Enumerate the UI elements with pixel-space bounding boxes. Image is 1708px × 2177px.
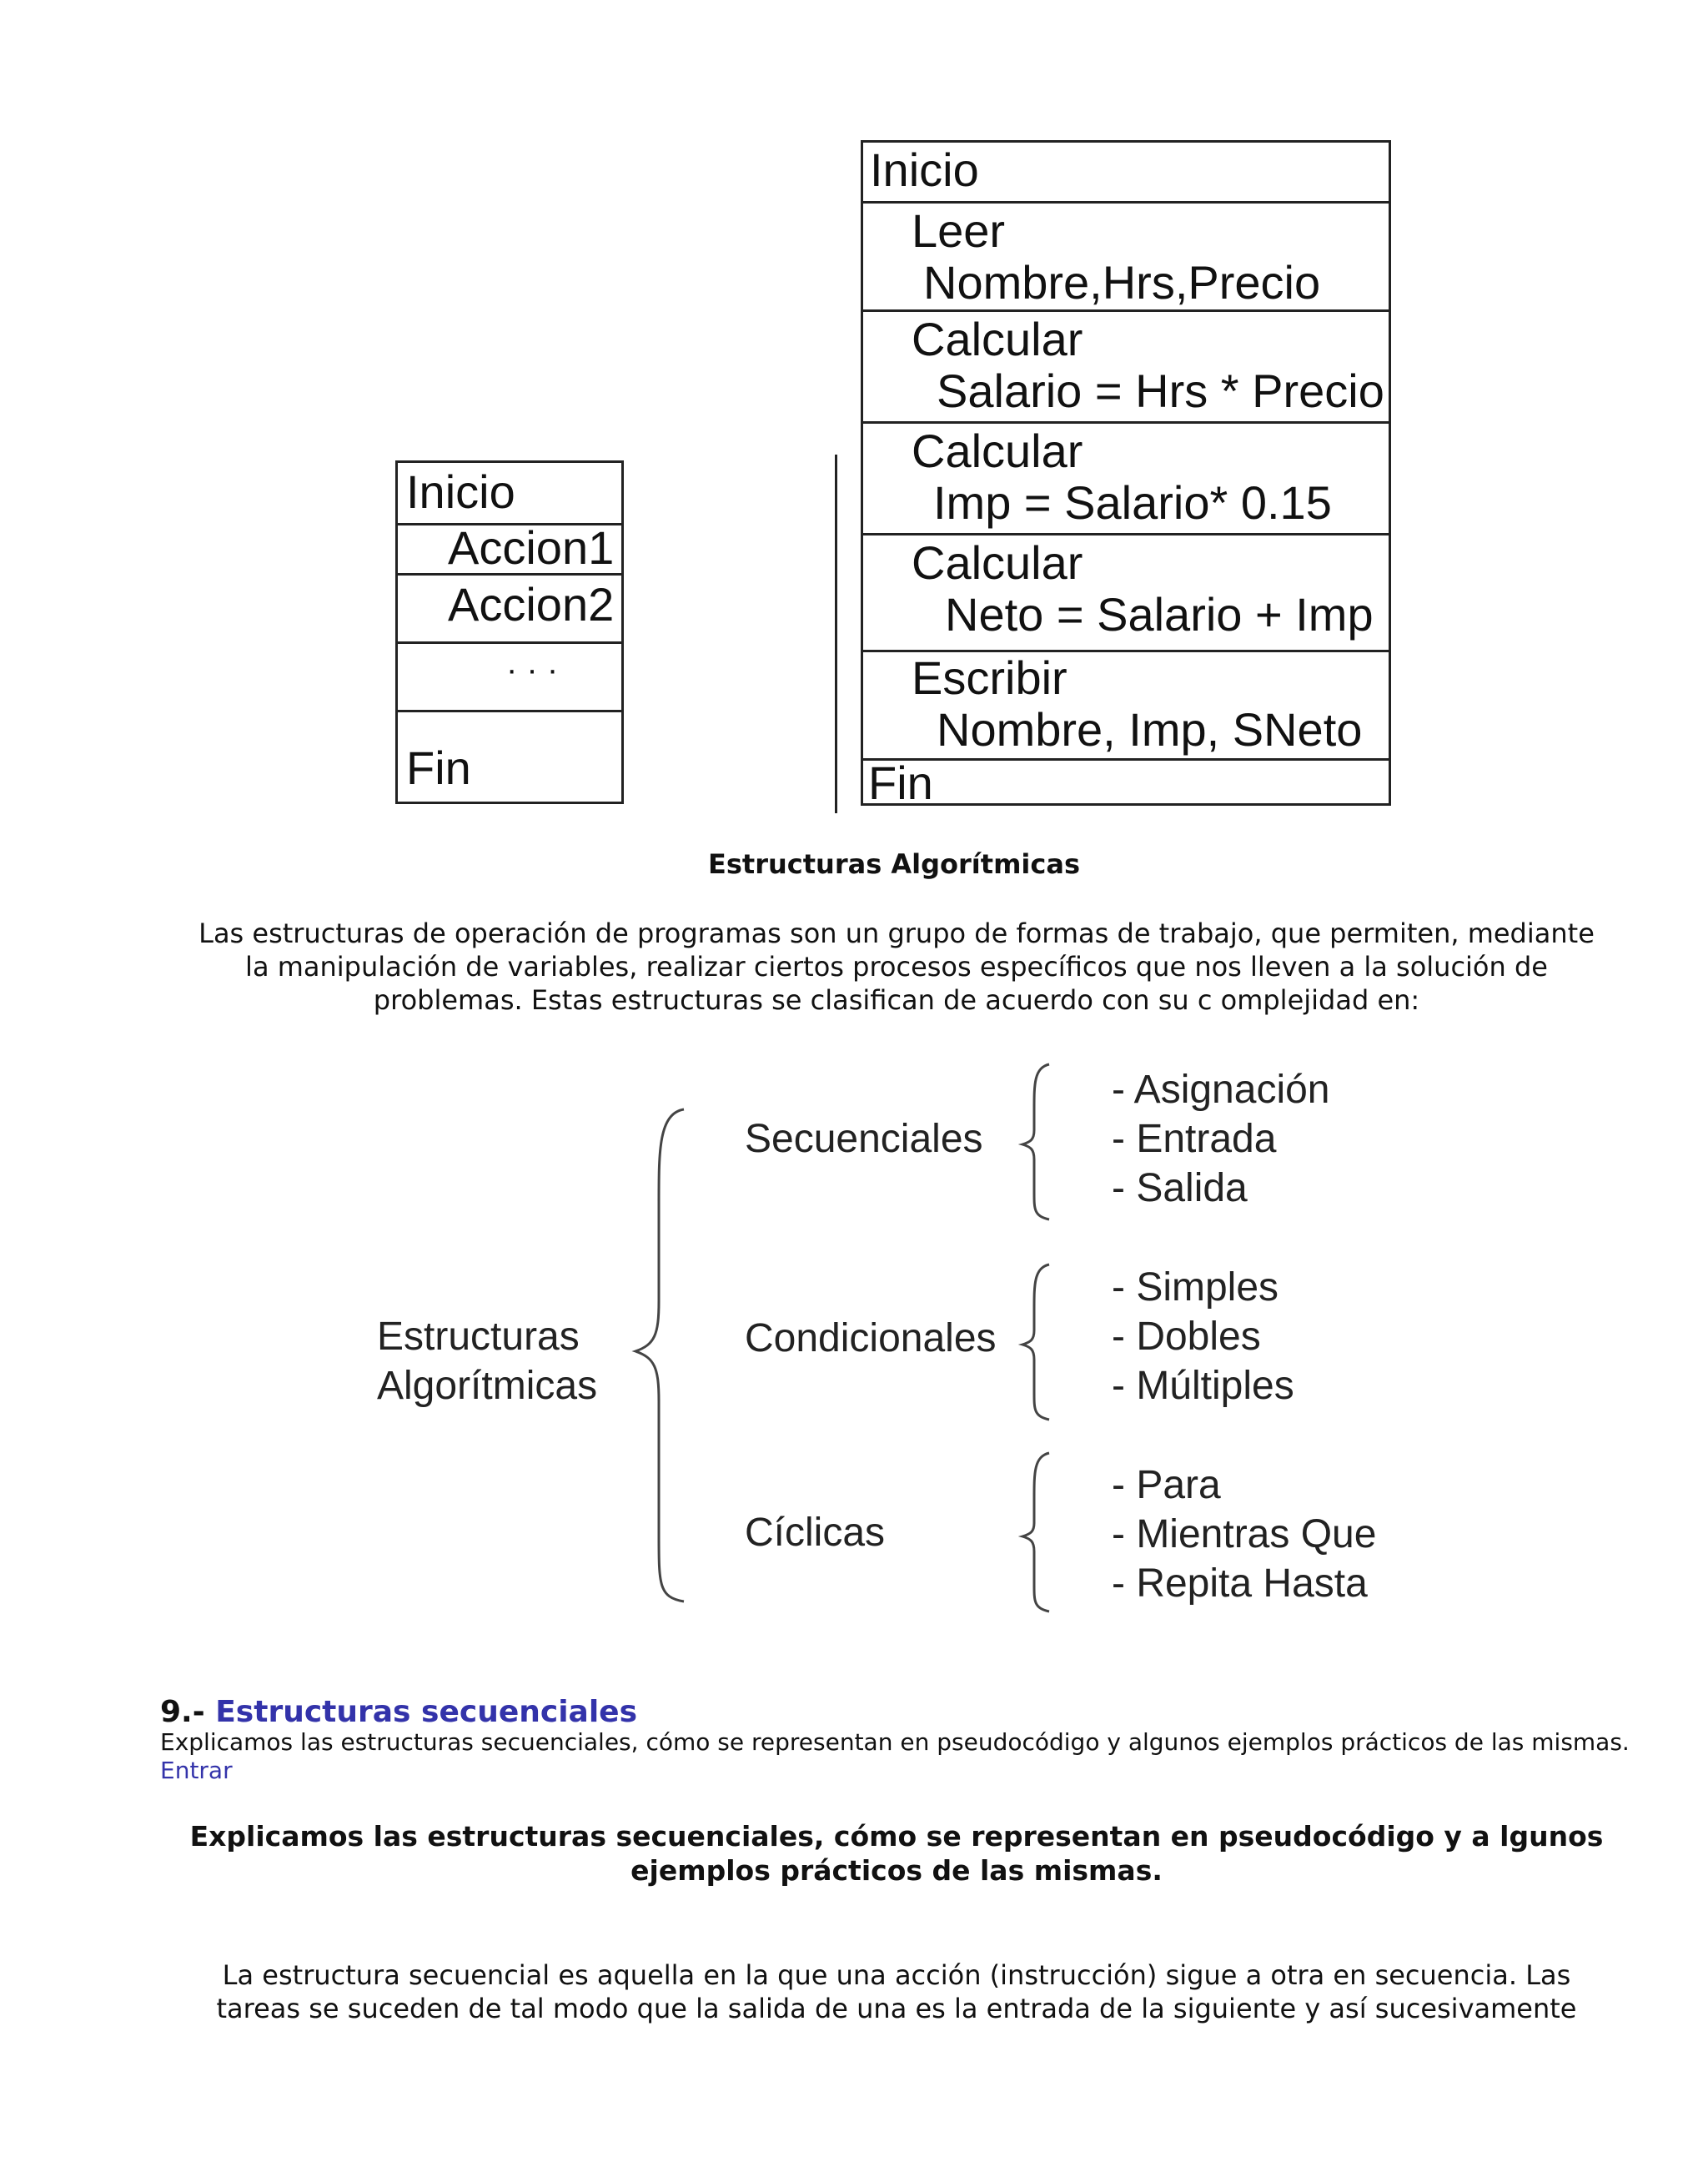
root-label: Estructuras xyxy=(377,1315,580,1359)
salary-sequence-diagram xyxy=(861,140,1391,809)
item: - Mientras Que xyxy=(1112,1512,1377,1556)
nsd-row: Leer Nombre,Hrs,Precio xyxy=(863,201,1389,309)
divider-line xyxy=(835,455,837,813)
brace-secuenciales xyxy=(1022,1064,1049,1219)
section-heading xyxy=(160,1695,637,1729)
generic-sequence-diagram xyxy=(395,460,624,804)
figure-caption: Estructuras Algorítmicas xyxy=(708,848,1080,880)
item: - Salida xyxy=(1112,1166,1248,1210)
brace-ciclicas xyxy=(1022,1453,1049,1611)
group-label-ciclicas: Cíclicas xyxy=(745,1511,886,1555)
root-label: Algorítmicas xyxy=(377,1364,598,1408)
section-body: La estructura secuencial es aquella en la que una acción (instrucción) sigue a otra en secuencia. Las tareas se suceden de tal modo que la salida de una es la entrada de la siguiente y así sucesivamente xyxy=(216,1959,1577,2024)
brace-condicionales xyxy=(1022,1264,1049,1420)
item: - Repita Hasta xyxy=(1112,1561,1368,1606)
nsd-row: Fin xyxy=(398,710,621,802)
item: - Dobles xyxy=(1112,1315,1261,1359)
nsd-row: Inicio xyxy=(406,465,515,518)
section-title: Estructuras secuenciales xyxy=(215,1695,638,1729)
section-summary: Explicamos las estructuras secuenciales, cómo se representan en pseudocódigo y algunos ejemplos prácticos de las mismas. xyxy=(160,1728,1630,1756)
nsd-row: Calcular Salario = Hrs * Precio xyxy=(863,309,1389,421)
nsd-row: Calcular Neto = Salario + Imp xyxy=(863,533,1389,650)
item: - Asignación xyxy=(1112,1068,1330,1112)
nsd-row: · · · xyxy=(398,641,621,710)
nsd-row: Escribir Nombre, Imp, SNeto xyxy=(863,650,1389,758)
nsd-row: Inicio xyxy=(870,143,979,196)
nsd-row: Accion2 xyxy=(398,573,621,641)
nsd-row: Calcular Imp = Salario* 0.15 xyxy=(863,421,1389,533)
enter-link[interactable]: Entrar xyxy=(160,1757,233,1784)
main-brace xyxy=(635,1109,684,1601)
nsd-row: Accion1 xyxy=(398,523,621,573)
section-bold-heading: Explicamos las estructuras secuenciales, cómo se representan en pseudocódigo y a lgunos ejemplos prácticos de las mismas. xyxy=(189,1820,1604,1887)
item: - Entrada xyxy=(1112,1117,1277,1161)
item: - Múltiples xyxy=(1112,1364,1294,1408)
intro-paragraph: Las estructuras de operación de programas son un grupo de formas de trabajo, que permiten, mediante la manipulación de variables, realizar ciertos procesos específicos que nos lleven a la solución de problemas. Estas estructuras se clasifican de acuerdo con su c omplejidad en: xyxy=(198,918,1595,1016)
group-label-condicionales: Condicionales xyxy=(745,1316,997,1360)
nsd-row: Fin xyxy=(863,758,1389,805)
item: - Para xyxy=(1112,1463,1221,1507)
section-number: 9.- xyxy=(160,1695,205,1729)
group-label-secuenciales: Secuenciales xyxy=(745,1117,983,1161)
item: - Simples xyxy=(1112,1265,1279,1310)
